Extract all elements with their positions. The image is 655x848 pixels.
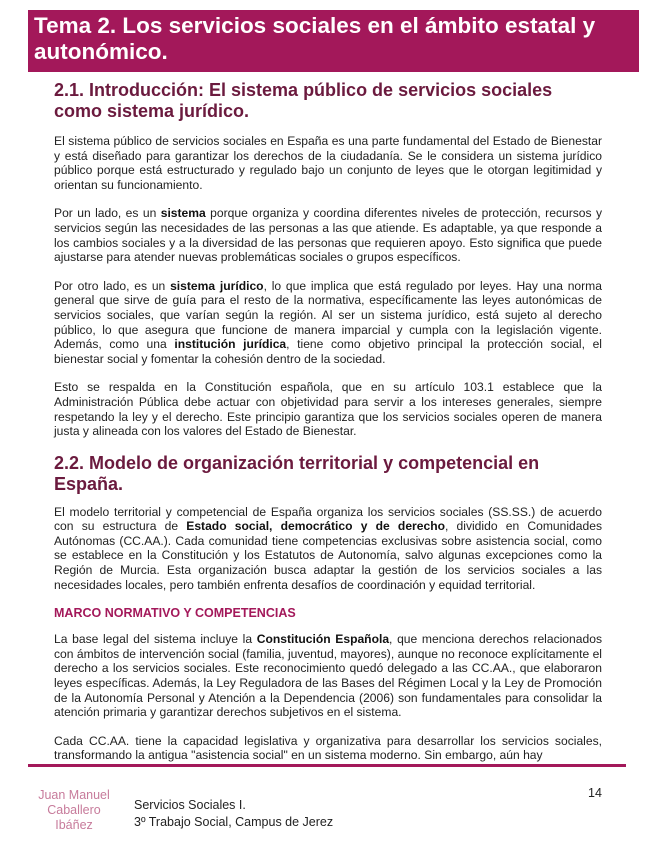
course-info: Servicios Sociales I. 3º Trabajo Social, Campus de Jerez <box>134 798 334 829</box>
paragraph: Por un lado, es un sistema porque organiza y coordina diferentes niveles de protección, recursos y servicios según las necesidades de las personas a las que atiende. Es adaptable, ya que responde a los cambios sociales y a la diversidad de las personas que requieren apoyo. Esto significa que puede ajustarse para atender nuevas problemáticas sociales o grupos específicos. <box>54 206 603 265</box>
footer-divider <box>28 764 626 767</box>
paragraph: Cada CC.AA. tiene la capacidad legislativa y organizativa para desarrollar los servicios sociales, transformando la antigua "asistencia social" en un sistema moderno. Sin embargo, aún hay <box>54 733 602 763</box>
section-heading-intro: 2.1. Introducción: El sistema público de servicios sociales como sistema jurídico. <box>54 80 553 121</box>
bold-term: Estado social, democrático y de derecho <box>186 519 445 534</box>
paragraph: Esto se respalda en la Constitución española, que en su artículo 103.1 establece que la Administración Pública debe actuar con objetividad para servir a los intereses generales, siempre respetando la ley y el derecho. Este principio garantiza que los servicios sociales operen de manera justa y alineada con los valores del Estado de Bienestar. <box>54 380 602 439</box>
paragraph: La base legal del sistema incluye la Constitución Española, que menciona derechos relacionados con ámbitos de intervención social (familia, juventud, mayores), aunque no reconoce explícitamente el derecho a los servicios sociales. Este reconocimiento quedó delegado a las CC.AA., que elaboraron leyes específicas. Además, la Ley Reguladora de las Bases del Régimen Local y la Ley de Promoción de la Autonomía Personal y Atención a la Dependencia (2006) son fundamentales para consolidar la atención primaria y garantizar derechos subjetivos en el sistema. <box>54 632 602 720</box>
page-title: Tema 2. Los servicios sociales en el ámbito estatal y autonómico. <box>34 13 596 64</box>
section-heading-model: 2.2. Modelo de organización territorial y competencial en España. <box>54 452 540 494</box>
paragraph: El sistema público de servicios sociales en España es una parte fundamental del Estado de Bienestar y está diseñado para garantizar los derechos de la ciudadanía. Se le considera un sistema jurídico público porque está estructurado y regulado bajo un conjunto de leyes que le otorgan legitimidad y orientan su funcionamiento. <box>54 134 602 192</box>
paragraph: El modelo territorial y competencial de España organiza los servicios sociales (SS.SS.) de acuerdo con su estructura de Estado social, democrático y de derecho, dividido en Comunidades Autónomas (CC.AA.). Cada comunidad tiene competencias exclusivas sobre asistencia social, como se establece en la Constitución y los Estatutos de Autonomía, salvo algunas excepciones como la Región de Murcia. Esta organización busca adaptar la gestión de los servicios sociales a las necesidades locales, pero también enfrenta desafíos de coordinación y equidad territorial. <box>54 504 602 592</box>
bold-term: sistema jurídico <box>170 278 264 293</box>
page-number: 14 <box>588 786 602 800</box>
paragraph: Por otro lado, es un sistema jurídico, lo que implica que está regulado por leyes. Hay una norma general que sirve de guía para el resto de la normativa, específicamente las leyes autonómicas de servicios sociales, que varían según la región. Al ser un sistema jurídico, está sujeto al derecho público, lo que asegura que funcione de manera imparcial y cumpla con la legislación vigente. Además, como una institución jurídica, tiene como objetivo principal la protección social, el bienestar social y fomentar la cohesión dentro de la sociedad. <box>54 278 602 366</box>
bold-term: institución jurídica <box>174 337 287 352</box>
bold-term: Constitución Española <box>256 632 390 647</box>
author-name: Juan Manuel Caballero Ibáñez <box>38 788 110 832</box>
main-content <box>54 80 602 777</box>
subheading-marco-normativo: MARCO NORMATIVO Y COMPETENCIAS <box>54 606 296 621</box>
title-banner <box>28 10 639 72</box>
bold-term: sistema <box>160 206 206 221</box>
